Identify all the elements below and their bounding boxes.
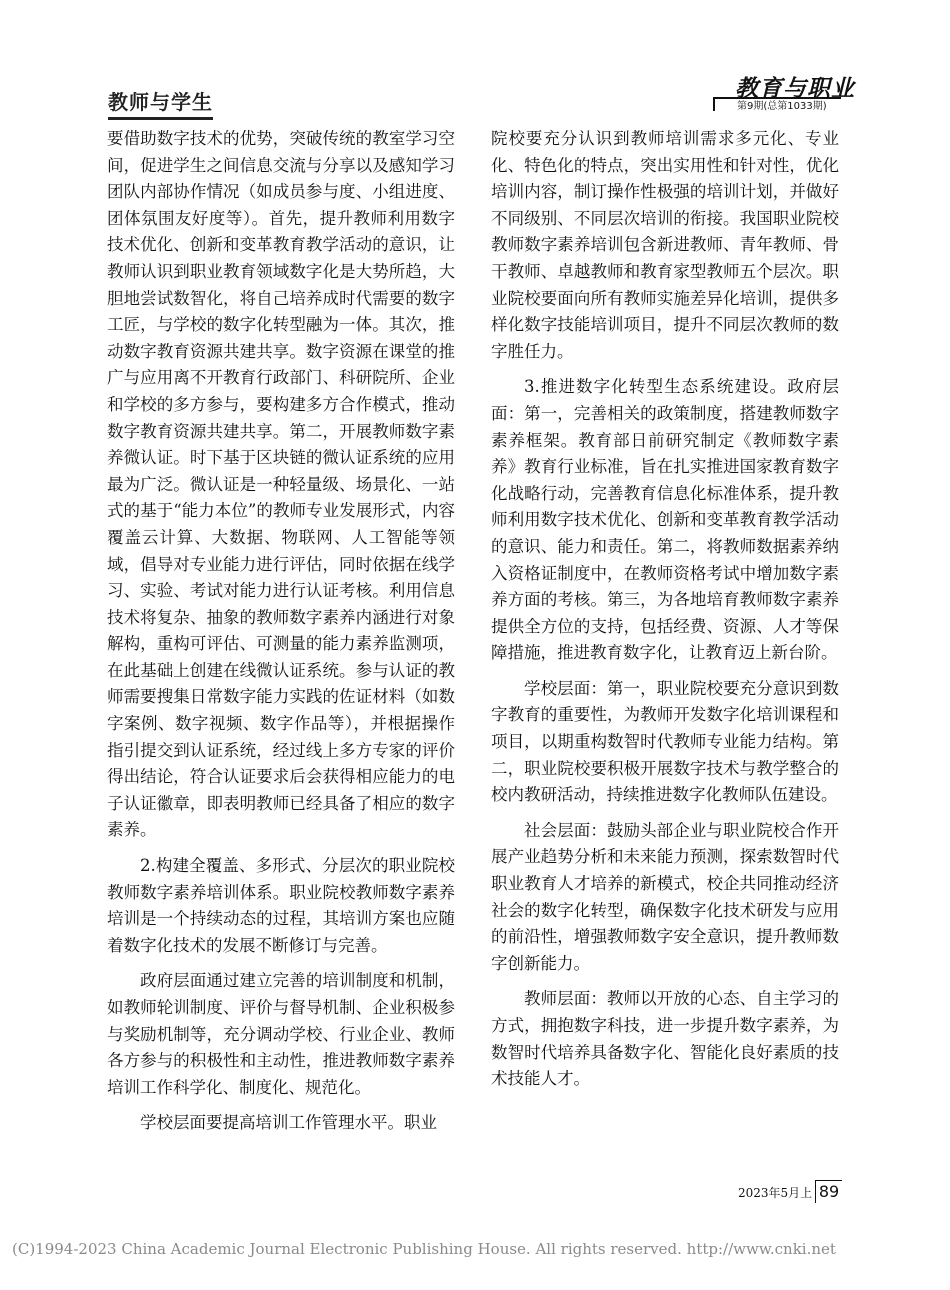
footer-date: 2023年5月上 [738,1186,813,1200]
paragraph: 学校层面：第一，职业院校要充分意识到数字教育的重要性，为教师开发数字化培训课程和项目，以期重构数智时代教师专业能力结构。第二，职业院校要积极开展数字技术与教学整合的校内教研活动，持续推进数字化教师队伍建设。 [491,678,839,805]
right-column [491,126,839,1093]
paragraph: 要借助数字技术的优势，突破传统的教室学习空间，促进学生之间信息交流与分享以及感知学习团队内部协作情况（如成员参与度、小组进度、团体氛围友好度等）。首先，提升教师利用数字技术优化、创新和变革教育教学活动的意识，让教师认识到职业教育领域数字化是大势所趋，大胆地尝试数智化，将自己培养成时代需要的数字工匠，与学校的数字化转型融为一体。其次，推动数字教育资源共建共享。数字资源在课堂的推广与应用离不开教育行政部门、科研院所、企业和学校的多方参与，要构建多方合作模式，推动数字教育资源共建共享。第二，开展教师数字素养微认证。时下基于区块链的微认证系统的应用最为广泛。微认证是一种轻量级、场景化、一站式的基于“能力本位”的教师专业发展形式，内容覆盖云计算、大数据、物联网、人工智能等领域，倡导对专业能力进行评估，同时依据在线学习、实验、考试对能力进行认证考核。利用信息技术将复杂、抽象的教师数字素养内涵进行对象解构，重构可评估、可测量的能力素养监测项，在此基础上创建在线微认证系统。参与认证的教师需要搜集日常数字能力实践的佐证材料（如数字案例、数字视频、数字作品等），并根据操作指引提交到认证系统，经过线上多方专家的评价得出结论，符合认证要求后会获得相应能力的电子认证徽章，即表明教师已经具备了相应的数字素养。 [107,129,455,840]
issue-number: 第9期(总第1033期) [713,97,841,111]
left-column [107,126,455,1137]
paragraph: 政府层面通过建立完善的培训制度和机制，如教师轮训制度、评价与督导机制、企业积极参与奖励机制等，充分调动学校、行业企业、教师各方参与的积极性和主动性，推进教师数字素养培训工作科学化、制度化、规范化。 [107,971,455,1097]
copyright-notice: (C)1994-2023 China Academic Journal Electronic Publishing House. All rights reserved. http://www.cnki.net [12,1240,836,1258]
paragraph: 3.推进数字化转型生态系统建设。政府层面：第一，完善相关的政策制度，搭建教师数字素养框架。教育部日前研究制定《教师数字素养》教育行业标准，旨在扎实推进国家教育数字化战略行动，完善教育信息化标准体系，提升教师利用数字技术优化、创新和变革教育教学活动的意识、能力和责任。第二，将教师数据素养纳入资格证制度中，在教师资格考试中增加数字素养方面的考核。第三，为各地培育教师数字素养提供全方位的支持，包括经费、资源、人才等保障措施，推进教育数字化，让教育迈上新台阶。 [491,377,839,663]
journal-logo: 教育与职业 [735,75,855,102]
section-label: 教师与学生 [108,86,213,120]
page-header [0,0,950,120]
page-number: 89 [815,1180,842,1203]
paragraph: 教师层面：教师以开放的心态、自主学习的方式，拥抱数字科技，进一步提升数字素养，为数智时代培养具备数字化、智能化良好素质的技术技能人才。 [491,989,839,1089]
paragraph: 院校要充分认识到教师培训需求多元化、专业化、特色化的特点，突出实用性和针对性，优化培训内容，制订操作性极强的培训计划，并做好不同级别、不同层次培训的衔接。我国职业院校教师数字素养培训包含新进教师、青年教师、骨干教师、卓越教师和教育家型教师五个层次。职业院校要面向所有教师实施差异化培训，提供多样化数字技能培训项目，提升不同层次教师的数字胜任力。 [491,129,839,361]
paragraph: 2.构建全覆盖、多形式、分层次的职业院校教师数字素养培训体系。职业院校教师数字素养培训是一个持续动态的过程，其培训方案也应随着数字化技术的发展不断修订与完善。 [107,856,455,955]
paragraph: 学校层面要提高培训工作管理水平。职业 [140,1113,437,1133]
paragraph: 社会层面：鼓励头部企业与职业院校合作开展产业趋势分析和未来能力预测，探索数智时代职业教育人才培养的新模式，校企共同推动经济社会的数字化转型，确保数字化技术研发与应用的前沿性，增强教师数字安全意识，提升教师数字创新能力。 [491,820,839,973]
